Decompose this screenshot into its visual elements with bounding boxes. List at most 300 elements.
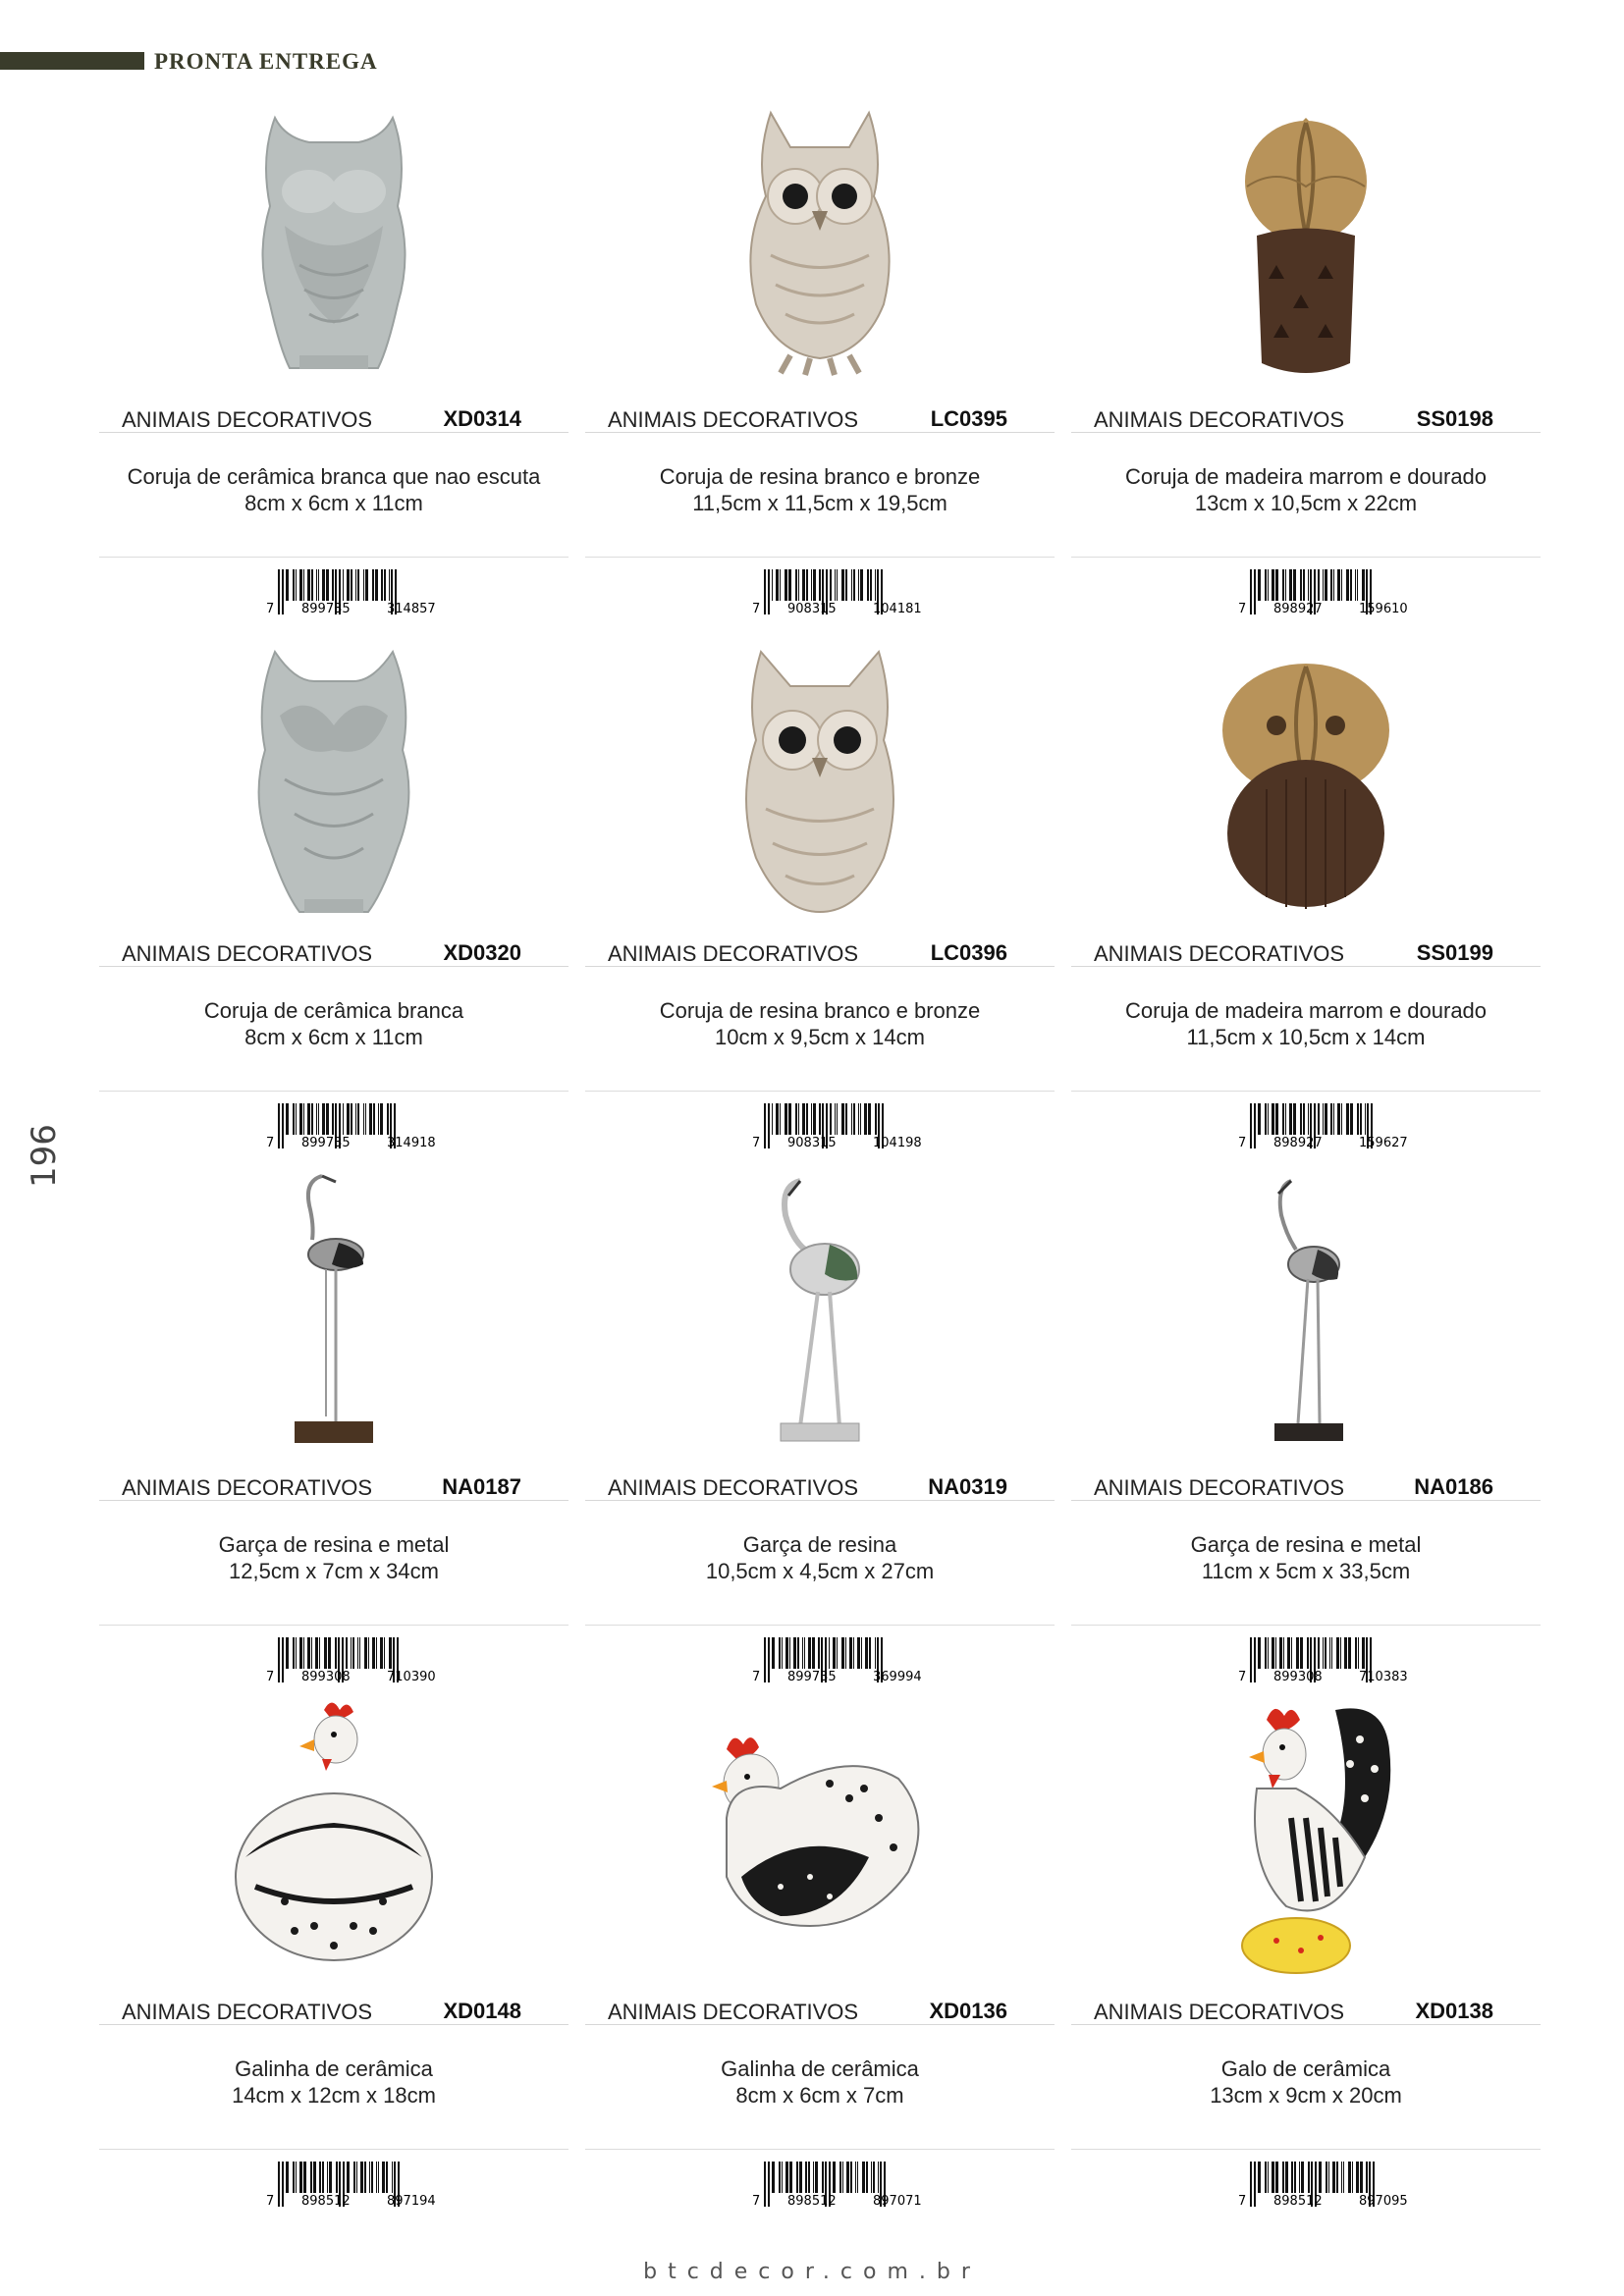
- barcode-bar: [1333, 1103, 1334, 1135]
- product-size: 10cm x 9,5cm x 14cm: [715, 1025, 925, 1049]
- barcode-bar: [1362, 1637, 1365, 1669]
- barcode-bar: [1300, 1637, 1303, 1669]
- barcode-bar: [307, 1103, 310, 1135]
- product-description: [1071, 2056, 1541, 2109]
- barcode-bar: [355, 569, 356, 601]
- divider: [99, 557, 568, 558]
- barcode-bar: [376, 2162, 377, 2193]
- barcode-bar: [785, 1637, 788, 1669]
- barcode-bar: [324, 1637, 327, 1669]
- product-name: Galinha de cerâmica: [721, 2056, 919, 2081]
- product-category-row: [585, 936, 1055, 967]
- barcode-bar: [830, 1103, 832, 1135]
- barcode-bar: [1299, 2162, 1300, 2193]
- barcode-bar: [318, 569, 319, 601]
- product-card[interactable]: [99, 632, 568, 1167]
- barcode-bar: [293, 569, 295, 601]
- barcode-bar: [1355, 569, 1356, 601]
- product-card[interactable]: [585, 632, 1055, 1167]
- product-card[interactable]: [1071, 98, 1541, 633]
- barcode-bar: [343, 1103, 344, 1135]
- barcode-bar: [1331, 1637, 1332, 1669]
- barcode-bar: [384, 1637, 385, 1669]
- barcode-bar: [789, 2162, 792, 2193]
- barcode-bar: [311, 1103, 313, 1135]
- barcode-bar: [811, 1103, 812, 1135]
- barcode-bar: [357, 569, 359, 601]
- barcode-bar: [797, 1637, 799, 1669]
- barcode-guard-bar: [764, 569, 766, 614]
- barcode-bar: [359, 1637, 360, 1669]
- barcode-guard-bar: [768, 2162, 770, 2207]
- barcode-bar: [327, 2162, 328, 2193]
- barcode-bar: [858, 1103, 859, 1135]
- barcode-group-2: 314918: [387, 1136, 436, 1148]
- barcode-first-digit: 7: [266, 1136, 275, 1148]
- barcode-bar: [311, 1637, 312, 1669]
- barcode-bar: [387, 1103, 389, 1135]
- barcode-bar: [326, 1103, 329, 1135]
- product-size: 11cm x 5cm x 33,5cm: [1201, 1559, 1411, 1583]
- barcode-bar: [806, 1103, 808, 1135]
- barcode-bar: [1340, 1637, 1341, 1669]
- product-category: ANIMAIS DECORATIVOS: [1094, 941, 1345, 966]
- barcode-bar: [1362, 569, 1365, 601]
- barcode-bar: [1352, 2162, 1353, 2193]
- barcode-bar: [1337, 1103, 1340, 1135]
- barcode-bar: [869, 1637, 871, 1669]
- barcode-bar: [789, 1637, 790, 1669]
- barcode-bar: [1330, 569, 1332, 601]
- barcode-bar: [286, 2162, 289, 2193]
- barcode-bar: [319, 1637, 320, 1669]
- barcode-bar: [857, 2162, 858, 2193]
- product-category: ANIMAIS DECORATIVOS: [608, 941, 859, 966]
- product-card[interactable]: [99, 1690, 568, 2225]
- barcode-bar: [369, 1103, 372, 1135]
- barcode-first-digit: 7: [752, 1670, 761, 1682]
- barcode-bar: [351, 1103, 352, 1135]
- barcode-bar: [822, 2162, 824, 2193]
- barcode-bar: [857, 1637, 860, 1669]
- divider: [585, 1625, 1055, 1626]
- product-card[interactable]: [585, 1166, 1055, 1701]
- product-size: 11,5cm x 10,5cm x 14cm: [1186, 1025, 1426, 1049]
- barcode-bar: [1272, 1637, 1274, 1669]
- product-name: Coruja de madeira marrom e dourado: [1124, 464, 1488, 489]
- barcode-bar: [1343, 2162, 1344, 2193]
- barcode-bar: [335, 1637, 337, 1669]
- barcode-bar: [841, 1637, 844, 1669]
- barcode-bar: [286, 1637, 289, 1669]
- barcode-bar: [363, 1103, 364, 1135]
- barcode-bar: [328, 1637, 331, 1669]
- barcode-bar: [356, 2162, 357, 2193]
- barcode-bar: [798, 569, 799, 601]
- barcode-bar: [1293, 1103, 1296, 1135]
- barcode-bar: [1268, 569, 1269, 601]
- barcode-bar: [315, 1637, 318, 1669]
- barcode-bar: [808, 1637, 811, 1669]
- barcode-bar: [799, 2162, 802, 2193]
- barcode-bar: [322, 569, 325, 601]
- barcode-bar: [776, 1103, 779, 1135]
- barcode-group-2: 710383: [1359, 1670, 1408, 1682]
- barcode-bar: [1308, 2162, 1310, 2193]
- product-card[interactable]: [1071, 1166, 1541, 1701]
- barcode-first-digit: 7: [1238, 1670, 1247, 1682]
- barcode-bar: [378, 1103, 379, 1135]
- barcode-guard-bar: [768, 1637, 770, 1682]
- woven-owl-icon: [585, 632, 1055, 936]
- barcode-bar: [867, 569, 869, 601]
- barcode-bar: [392, 2162, 393, 2193]
- barcode-guard-bar: [1254, 569, 1256, 614]
- barcode-bar: [1332, 2162, 1335, 2193]
- barcode-bar: [357, 1103, 359, 1135]
- barcode-bar: [1301, 2162, 1304, 2193]
- barcode: [750, 2162, 952, 2207]
- barcode-bar: [329, 2162, 332, 2193]
- barcode-bar: [1272, 1103, 1274, 1135]
- barcode-bar: [313, 2162, 316, 2193]
- barcode-bar: [336, 2162, 338, 2193]
- barcode-bar: [299, 1637, 302, 1669]
- barcode-bar: [380, 1637, 383, 1669]
- barcode-bar: [1341, 569, 1342, 601]
- product-size: 8cm x 6cm x 11cm: [244, 1025, 423, 1049]
- divider: [99, 2149, 568, 2150]
- barcode-bar: [845, 1637, 846, 1669]
- header-bar: [0, 52, 144, 70]
- barcode-bar: [1346, 569, 1349, 601]
- barcode-bar: [779, 2162, 781, 2193]
- hen-sitting-icon: [585, 1690, 1055, 1995]
- barcode-group-2: 104181: [873, 602, 922, 614]
- barcode-bar: [812, 1637, 815, 1669]
- barcode-bar: [878, 2162, 879, 2193]
- barcode-bar: [319, 2162, 321, 2193]
- product-card[interactable]: [585, 1690, 1055, 2225]
- product-category: ANIMAIS DECORATIVOS: [1094, 407, 1345, 432]
- barcode-bar: [853, 1103, 855, 1135]
- barcode-bar: [372, 1637, 375, 1669]
- barcode-bar: [1307, 1637, 1309, 1669]
- barcode-bar: [839, 2162, 841, 2193]
- barcode-bar: [371, 2162, 373, 2193]
- barcode-bar: [861, 1637, 862, 1669]
- barcode-bar: [384, 569, 386, 601]
- divider: [1071, 557, 1541, 558]
- barcode-bar: [368, 1637, 369, 1669]
- divider: [99, 1625, 568, 1626]
- barcode-bar: [1265, 1103, 1267, 1135]
- barcode-bar: [332, 569, 334, 601]
- barcode-bar: [779, 1637, 781, 1669]
- barcode-bar: [346, 1637, 348, 1669]
- barcode-bar: [1296, 1637, 1299, 1669]
- barcode-bar: [347, 569, 350, 601]
- barcode-bar: [1318, 1637, 1320, 1669]
- barcode-bar: [819, 1103, 821, 1135]
- product-description: [585, 463, 1055, 516]
- barcode-guard-bar: [278, 2162, 280, 2207]
- barcode-bar: [286, 569, 289, 601]
- barcode-bar: [389, 1637, 392, 1669]
- barcode-bar: [1325, 1103, 1327, 1135]
- barcode-guard-bar: [278, 1637, 280, 1682]
- barcode-group-1: 908315: [787, 602, 837, 614]
- barcode-bar: [1285, 2162, 1288, 2193]
- product-code: SS0199: [1416, 940, 1493, 965]
- barcode-bar: [357, 1637, 358, 1669]
- barcode-bar: [866, 2162, 868, 2193]
- barcode-bar: [1258, 1637, 1261, 1669]
- product-code: NA0319: [928, 1474, 1007, 1499]
- barcode-bar: [373, 1103, 375, 1135]
- barcode-first-digit: 7: [266, 1670, 275, 1682]
- barcode-bar: [386, 2162, 388, 2193]
- barcode-bar: [1308, 1103, 1309, 1135]
- barcode-bar: [316, 569, 317, 601]
- barcode-bar: [776, 569, 779, 601]
- barcode-bar: [845, 1103, 847, 1135]
- barcode-bar: [303, 1103, 304, 1135]
- product-code: XD0320: [443, 940, 521, 965]
- barcode-bar: [864, 1103, 867, 1135]
- barcode-bar: [1346, 1103, 1349, 1135]
- barcode-bar: [347, 1103, 350, 1135]
- barcode-bar: [862, 2162, 865, 2193]
- barcode-group-1: 898927: [1273, 602, 1323, 614]
- product-category-row: [1071, 1470, 1541, 1501]
- barcode-group-1: 899308: [301, 1670, 351, 1682]
- barcode-bar: [841, 1103, 844, 1135]
- product-category: ANIMAIS DECORATIVOS: [608, 2000, 859, 2024]
- barcode-guard-bar: [278, 569, 280, 614]
- barcode-bar: [286, 1103, 289, 1135]
- barcode-guard-bar: [282, 569, 284, 614]
- product-description: [99, 2056, 568, 2109]
- barcode-group-2: 897071: [873, 2194, 922, 2207]
- product-category-row: [1071, 1995, 1541, 2025]
- divider: [585, 557, 1055, 558]
- barcode-bar: [1323, 1103, 1324, 1135]
- barcode-bar: [1291, 1637, 1292, 1669]
- divider: [585, 1091, 1055, 1092]
- barcode-bar: [1337, 569, 1340, 601]
- barcode-bar: [1319, 2162, 1322, 2193]
- barcode-bar: [355, 1103, 356, 1135]
- barcode-bar: [819, 569, 821, 601]
- barcode: [750, 1637, 952, 1682]
- barcode-bar: [307, 569, 310, 601]
- barcode-group-1: 898927: [1273, 1136, 1323, 1148]
- barcode-guard-bar: [764, 1103, 766, 1148]
- barcode-bar: [835, 569, 836, 601]
- product-card[interactable]: [1071, 632, 1541, 1167]
- barcode-bar: [806, 569, 808, 601]
- heron-icon: [99, 1166, 568, 1470]
- barcode-bar: [316, 1103, 317, 1135]
- barcode-bar: [860, 569, 863, 601]
- barcode-guard-bar: [278, 1103, 280, 1148]
- product-code: XD0314: [443, 406, 521, 431]
- barcode-guard-bar: [1254, 2162, 1256, 2207]
- footer-url[interactable]: btcdecor.com.br: [643, 2260, 981, 2284]
- barcode-bar: [1265, 1637, 1267, 1669]
- divider: [1071, 1091, 1541, 1092]
- product-code: NA0186: [1414, 1474, 1493, 1499]
- product-description: [1071, 997, 1541, 1050]
- barcode-bar: [343, 569, 344, 601]
- product-category: ANIMAIS DECORATIVOS: [122, 941, 373, 966]
- barcode-bar: [1300, 569, 1302, 601]
- barcode-bar: [1285, 569, 1286, 601]
- barcode-bar: [1282, 2162, 1284, 2193]
- barcode-bar: [360, 2162, 363, 2193]
- product-description: [99, 997, 568, 1050]
- product-card[interactable]: [585, 98, 1055, 633]
- barcode-bar: [1282, 1103, 1284, 1135]
- barcode-bar: [365, 569, 368, 601]
- barcode: [1236, 569, 1438, 614]
- barcode-bar: [830, 569, 832, 601]
- barcode-bar: [1318, 1103, 1320, 1135]
- barcode-bar: [1272, 2162, 1274, 2193]
- barcode-bar: [1275, 1637, 1276, 1669]
- barcode-bar: [805, 2162, 807, 2193]
- barcode-guard-bar: [1250, 1637, 1252, 1682]
- barcode-bar: [307, 1637, 310, 1669]
- barcode-bar: [296, 1637, 297, 1669]
- divider: [99, 1091, 568, 1092]
- product-card[interactable]: [99, 98, 568, 633]
- product-category: ANIMAIS DECORATIVOS: [1094, 2000, 1345, 2024]
- barcode-bar: [1265, 569, 1267, 601]
- barcode-bar: [875, 1103, 877, 1135]
- barcode-bar: [1325, 1637, 1326, 1669]
- barcode-bar: [322, 2162, 324, 2193]
- barcode: [1236, 2162, 1438, 2207]
- barcode-bar: [835, 1103, 836, 1135]
- barcode: [1236, 1103, 1438, 1148]
- barcode-bar: [815, 2162, 818, 2193]
- barcode-guard-bar: [282, 1103, 284, 1148]
- barcode-bar: [1300, 1103, 1302, 1135]
- product-description: [99, 1531, 568, 1584]
- barcode-bar: [376, 1637, 377, 1669]
- barcode-bar: [1258, 2162, 1261, 2193]
- barcode-bar: [870, 569, 872, 601]
- product-code: XD0136: [929, 1999, 1007, 2023]
- product-code: LC0396: [930, 940, 1007, 965]
- barcode-bar: [802, 1637, 803, 1669]
- product-description: [1071, 1531, 1541, 1584]
- barcode-bar: [804, 1637, 805, 1669]
- barcode-bar: [829, 1637, 830, 1669]
- barcode-bar: [326, 569, 329, 601]
- barcode-bar: [772, 1103, 773, 1135]
- product-code: XD0148: [443, 1999, 521, 2023]
- barcode-bar: [1348, 2162, 1351, 2193]
- barcode-bar: [311, 569, 313, 601]
- barcode-bar: [296, 1103, 297, 1135]
- barcode-bar: [1348, 1637, 1351, 1669]
- barcode-bar: [1357, 1103, 1359, 1135]
- barcode: [264, 1103, 466, 1148]
- barcode-bar: [1258, 1103, 1261, 1135]
- barcode-group-2: 159610: [1359, 602, 1408, 614]
- barcode-bar: [1341, 2162, 1342, 2193]
- barcode-bar: [865, 1637, 868, 1669]
- barcode-bar: [1279, 1637, 1282, 1669]
- woven-owl-icon: [585, 98, 1055, 402]
- heron-icon: [1071, 1166, 1541, 1470]
- product-name: Galo de cerâmica: [1220, 2056, 1391, 2081]
- wood-owl-tall-icon: [1071, 98, 1541, 402]
- product-category: ANIMAIS DECORATIVOS: [122, 407, 373, 432]
- barcode-bar: [347, 2162, 350, 2193]
- barcode-group-2: 104198: [873, 1136, 922, 1148]
- barcode-bar: [1318, 569, 1320, 601]
- product-size: 13cm x 10,5cm x 22cm: [1194, 491, 1418, 515]
- barcode-bar: [837, 1103, 838, 1135]
- barcode-guard-bar: [1254, 1637, 1256, 1682]
- wood-owl-round-icon: [1071, 632, 1541, 936]
- barcode-bar: [795, 569, 797, 601]
- product-category-row: [585, 1470, 1055, 1501]
- barcode-bar: [782, 2162, 783, 2193]
- barcode-bar: [1275, 1103, 1278, 1135]
- divider: [585, 2149, 1055, 2150]
- barcode-bar: [1366, 2162, 1368, 2193]
- barcode-bar: [1303, 569, 1305, 601]
- barcode-bar: [851, 1103, 852, 1135]
- barcode-bar: [1289, 1103, 1292, 1135]
- barcode-bar: [1291, 2162, 1293, 2193]
- product-card[interactable]: [99, 1166, 568, 1701]
- barcode-bar: [303, 2162, 306, 2193]
- barcode-bar: [1344, 1637, 1347, 1669]
- barcode-bar: [381, 569, 383, 601]
- barcode-bar: [296, 569, 297, 601]
- barcode-group-2: 314857: [387, 602, 436, 614]
- barcode-bar: [818, 1637, 820, 1669]
- barcode-bar: [875, 569, 876, 601]
- product-size: 8cm x 6cm x 7cm: [735, 2083, 904, 2108]
- barcode-bar: [811, 569, 812, 601]
- barcode-group-1: 898512: [301, 2194, 351, 2207]
- divider: [1071, 1625, 1541, 1626]
- barcode-bar: [353, 2162, 355, 2193]
- product-card[interactable]: [1071, 1690, 1541, 2225]
- barcode-bar: [1356, 2162, 1359, 2193]
- product-category: ANIMAIS DECORATIVOS: [608, 1475, 859, 1500]
- barcode-bar: [868, 1103, 871, 1135]
- barcode-bar: [780, 569, 781, 601]
- barcode-bar: [389, 569, 390, 601]
- barcode-bar: [813, 1103, 816, 1135]
- page-title: PRONTA ENTREGA: [154, 49, 378, 74]
- barcode-bar: [808, 2162, 810, 2193]
- page-number: 196: [25, 1124, 64, 1188]
- barcode-bar: [788, 569, 791, 601]
- barcode-bar: [873, 2162, 875, 2193]
- product-description: [585, 997, 1055, 1050]
- barcode-first-digit: 7: [1238, 1136, 1247, 1148]
- product-category: ANIMAIS DECORATIVOS: [122, 1475, 373, 1500]
